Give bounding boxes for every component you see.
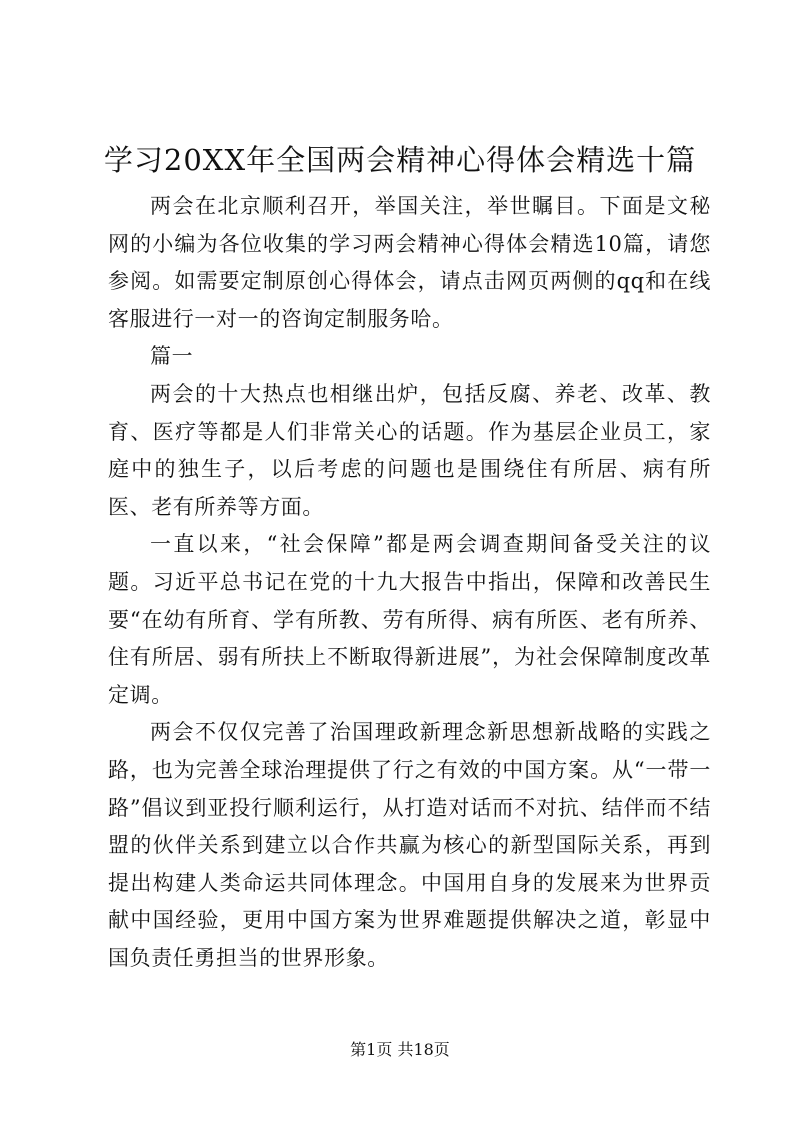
section-heading: 篇一: [150, 344, 194, 369]
body-paragraph: 两会不仅仅完善了治国理政新理念新思想新战略的实践之路，也为完善全球治理提供了行之有效的中国方案。从“一带一路”倡议到亚投行顺利运行，从打造对话而不对抗、结伴而不结盟的伙伴关系到建立以合作共赢为核心的新型国际关系，再到提出构建人类命运共同体理念。中国用自身的发展来为世界贡献中国经验，更用中国方案为世界难题提供解决之道，彰显中国负责任勇担当的世界形象。: [108, 720, 711, 970]
body-paragraph: 两会的十大热点也相继出炉，包括反腐、养老、改革、教育、医疗等都是人们非常关心的话题。作为基层企业员工，家庭中的独生子，以后考虑的问题也是围绕住有所居、病有所医、老有所养等方面。: [108, 381, 711, 519]
body-paragraph: 一直以来，“社会保障”都是两会调查期间备受关注的议题。习近平总书记在党的十九大报告中指出，保障和改善民生要“在幼有所育、学有所教、劳有所得、病有所医、老有所养、住有所居、弱有所扶上不断取得新进展”，为社会保障制度改革定调。: [108, 532, 711, 707]
intro-paragraph: 两会在北京顺利召开，举国关注，举世瞩目。下面是文秘网的小编为各位收集的学习两会精神心得体会精选10篇，请您参阅。如需要定制原创心得体会，请点击网页两侧的qq和在线客服进行一对一的咨询定制服务哈。: [108, 194, 711, 331]
document-title: 学习20XX年全国两会精神心得体会精选十篇: [103, 143, 697, 177]
page-number-footer: 第1页 共18页: [350, 1040, 450, 1059]
document-body: [108, 188, 711, 977]
